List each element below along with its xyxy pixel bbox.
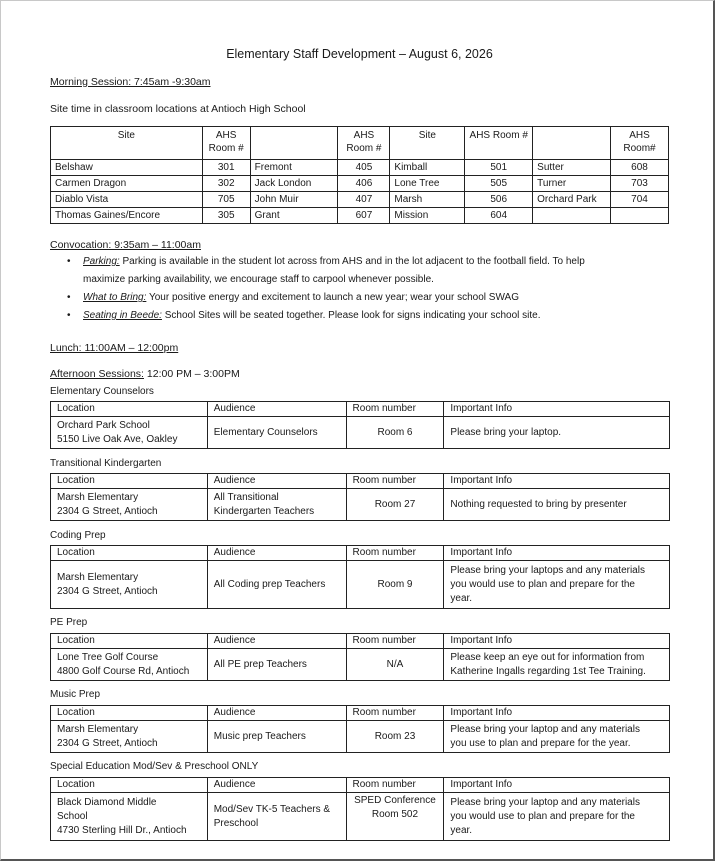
session-table <box>50 473 670 521</box>
session-category: Elementary Counselors <box>50 386 154 397</box>
location-address: 2304 G Street, Antioch <box>57 585 158 597</box>
item-text: Your positive energy and excitement to launch a new year; wear your school SWAG <box>146 292 519 303</box>
header-location: Location <box>51 778 208 793</box>
header-audience: Audience <box>207 778 346 793</box>
room-cell <box>346 793 444 841</box>
bullet-icon: • <box>67 256 71 267</box>
site-cell: Belshaw <box>51 160 203 176</box>
table-row <box>51 793 670 841</box>
info-cell <box>444 489 670 521</box>
header-blank <box>533 127 611 160</box>
audience-cell <box>207 793 346 841</box>
location-address: 5150 Live Oak Ave, Oakley <box>57 433 178 445</box>
location-address: 2304 G Street, Antioch <box>57 505 158 517</box>
audience-text: All PE prep Teachers <box>213 658 307 670</box>
site-cell: Lone Tree <box>390 176 465 192</box>
location-name: Black Diamond Middle <box>57 796 157 808</box>
header-room-number: Room number <box>346 474 444 489</box>
header-audience: Audience <box>207 402 346 417</box>
bullet-icon: • <box>67 310 71 321</box>
info-cell <box>444 793 670 841</box>
info-text: you use to plan and prepare for the year. <box>450 737 631 749</box>
room-cell <box>611 208 669 224</box>
table-row <box>51 176 669 192</box>
room-cell <box>346 649 444 681</box>
header-audience: Audience <box>207 706 346 721</box>
info-cell <box>444 561 670 609</box>
info-cell <box>444 417 670 449</box>
location-address: 4730 Sterling Hill Dr., Antioch <box>57 824 187 836</box>
room-cell: 301 <box>202 160 250 176</box>
session-table <box>50 633 670 681</box>
lunch-heading: Lunch: 11:00AM – 12:00pm <box>50 342 179 354</box>
room-cell: 407 <box>338 192 390 208</box>
room-text: Room 6 <box>377 426 413 438</box>
info-text: Please bring your laptop. <box>450 426 562 438</box>
header-important-info: Important Info <box>444 474 670 489</box>
info-cell <box>444 721 670 753</box>
table-row <box>51 417 670 449</box>
site-cell: Diablo Vista <box>51 192 203 208</box>
header-room-number: Room number <box>346 546 444 561</box>
audience-text: Kindergarten Teachers <box>213 505 315 517</box>
audience-cell <box>207 649 346 681</box>
audience-text: Music prep Teachers <box>213 730 306 742</box>
table-row <box>51 561 670 609</box>
item-label: Parking: <box>83 256 120 267</box>
site-cell: Turner <box>533 176 611 192</box>
info-cell <box>444 649 670 681</box>
info-text: year. <box>450 592 473 604</box>
convocation-heading: Convocation: 9:35am – 11:00am <box>50 239 201 251</box>
header-location: Location <box>51 634 208 649</box>
audience-text: Mod/Sev TK-5 Teachers & <box>213 803 331 815</box>
location-name: Lone Tree Golf Course <box>57 651 159 663</box>
session-table <box>50 777 670 841</box>
header-important-info: Important Info <box>444 778 670 793</box>
site-cell: Carmen Dragon <box>51 176 203 192</box>
session-table <box>50 705 670 753</box>
site-cell: Sutter <box>533 160 611 176</box>
room-cell: 305 <box>202 208 250 224</box>
room-cell <box>346 489 444 521</box>
header-location: Location <box>51 706 208 721</box>
audience-text: Elementary Counselors <box>213 426 318 438</box>
bullet-icon: • <box>67 292 71 303</box>
room-cell: 505 <box>465 176 533 192</box>
header-ahs-room: AHS Room # <box>202 127 250 160</box>
table-row <box>51 721 670 753</box>
audience-cell <box>207 417 346 449</box>
header-site: Site <box>51 127 203 160</box>
afternoon-heading: Afternoon Sessions: <box>50 368 144 380</box>
location-cell <box>51 793 208 841</box>
header-site: Site <box>390 127 465 160</box>
location-name: Marsh Elementary <box>57 571 139 583</box>
room-cell: 704 <box>611 192 669 208</box>
room-cell: 608 <box>611 160 669 176</box>
room-text: Room 27 <box>374 498 416 510</box>
room-cell: 302 <box>202 176 250 192</box>
site-cell <box>533 208 611 224</box>
location-cell <box>51 721 208 753</box>
info-text: Please bring your laptop and any materials <box>450 723 640 735</box>
site-cell: John Muir <box>250 192 338 208</box>
room-text: Room 9 <box>377 578 413 590</box>
audience-cell <box>207 721 346 753</box>
room-text: Room 23 <box>374 730 416 742</box>
table-row <box>51 649 670 681</box>
session-table <box>50 401 670 449</box>
document-title: Elementary Staff Development – August 6, 2026 <box>226 47 493 61</box>
table-row <box>51 192 669 208</box>
header-ahs-room: AHS Room # <box>465 127 533 160</box>
location-cell <box>51 561 208 609</box>
header-ahs-room: AHS Room # <box>338 127 390 160</box>
item-label: Seating in Beede: <box>83 310 162 321</box>
header-room-number: Room number <box>346 402 444 417</box>
header-important-info: Important Info <box>444 706 670 721</box>
item-text: Parking is available in the student lot across from AHS and in the lot adjacent to the football field. To help <box>119 256 585 267</box>
site-cell: Fremont <box>250 160 338 176</box>
afternoon-time: 12:00 PM – 3:00PM <box>143 368 240 380</box>
room-text: SPED Conference <box>354 795 436 806</box>
list-item <box>63 307 673 325</box>
info-text: Please bring your laptop and any materials <box>450 796 640 808</box>
location-name: Orchard Park School <box>57 419 150 431</box>
site-rooms-table <box>50 126 669 224</box>
session-table <box>50 545 670 609</box>
list-item <box>63 289 673 307</box>
audience-text: All Transitional <box>213 491 279 503</box>
room-cell: 703 <box>611 176 669 192</box>
site-cell: Mission <box>390 208 465 224</box>
header-location: Location <box>51 402 208 417</box>
room-cell <box>346 721 444 753</box>
header-ahs-room: AHS Room# <box>611 127 669 160</box>
session-category: Coding Prep <box>50 530 106 541</box>
site-cell: Jack London <box>250 176 338 192</box>
location-address: 4800 Golf Course Rd, Antioch <box>57 665 190 677</box>
header-location: Location <box>51 474 208 489</box>
site-cell: Kimball <box>390 160 465 176</box>
session-category: Music Prep <box>50 689 101 700</box>
audience-text: All Coding prep Teachers <box>213 578 326 590</box>
location-address: 2304 G Street, Antioch <box>57 737 158 749</box>
location-name: Marsh Elementary <box>57 723 139 735</box>
session-category: Special Education Mod/Sev & Preschool ONLY <box>50 761 259 772</box>
header-room-number: Room number <box>346 778 444 793</box>
header-audience: Audience <box>207 474 346 489</box>
site-cell: Grant <box>250 208 338 224</box>
list-item <box>63 253 673 289</box>
session-category: PE Prep <box>50 617 88 628</box>
table-row <box>51 489 670 521</box>
header-important-info: Important Info <box>444 546 670 561</box>
audience-cell <box>207 561 346 609</box>
header-location: Location <box>51 546 208 561</box>
header-room-number: Room number <box>346 634 444 649</box>
location-name: Marsh Elementary <box>57 491 139 503</box>
room-cell: 607 <box>338 208 390 224</box>
info-text: Nothing requested to bring by presenter <box>450 498 627 510</box>
room-cell <box>346 417 444 449</box>
room-text: Room 502 <box>371 809 419 820</box>
header-important-info: Important Info <box>444 402 670 417</box>
audience-cell <box>207 489 346 521</box>
convocation-list <box>63 253 673 325</box>
info-text: Please bring your laptops and any materials <box>450 564 645 576</box>
morning-session-description: Site time in classroom locations at Antioch High School <box>50 103 306 115</box>
item-label: What to Bring: <box>83 292 147 303</box>
room-cell: 604 <box>465 208 533 224</box>
session-category: Transitional Kindergarten <box>50 458 162 469</box>
header-blank <box>250 127 338 160</box>
room-cell: 705 <box>202 192 250 208</box>
info-text: year. <box>450 824 473 836</box>
info-text: you would use to plan and prepare for the <box>450 578 635 590</box>
room-cell: 501 <box>465 160 533 176</box>
site-cell: Thomas Gaines/Encore <box>51 208 203 224</box>
site-table-header <box>51 127 669 160</box>
header-audience: Audience <box>207 634 346 649</box>
morning-session-heading: Morning Session: 7:45am -9:30am <box>50 76 211 88</box>
header-room-number: Room number <box>346 706 444 721</box>
room-cell: 506 <box>465 192 533 208</box>
afternoon-heading-line <box>50 368 240 380</box>
room-text: N/A <box>386 658 404 670</box>
item-text-continued: maximize parking availability, we encourage staff to carpool whenever possible. <box>83 274 434 285</box>
item-text: School Sites will be seated together. Please look for signs indicating your school site. <box>161 310 541 321</box>
room-cell: 405 <box>338 160 390 176</box>
room-cell: 406 <box>338 176 390 192</box>
info-text: Please keep an eye out for information from <box>450 651 645 663</box>
table-row <box>51 208 669 224</box>
location-name: School <box>57 810 88 822</box>
location-cell <box>51 417 208 449</box>
site-cell: Orchard Park <box>533 192 611 208</box>
location-cell <box>51 649 208 681</box>
table-row <box>51 160 669 176</box>
room-cell <box>346 561 444 609</box>
info-text: you would use to plan and prepare for the <box>450 810 635 822</box>
header-audience: Audience <box>207 546 346 561</box>
audience-text: Preschool <box>213 817 259 829</box>
info-text: Katherine Ingalls regarding 1st Tee Training. <box>450 665 646 677</box>
site-cell: Marsh <box>390 192 465 208</box>
location-cell <box>51 489 208 521</box>
header-important-info: Important Info <box>444 634 670 649</box>
